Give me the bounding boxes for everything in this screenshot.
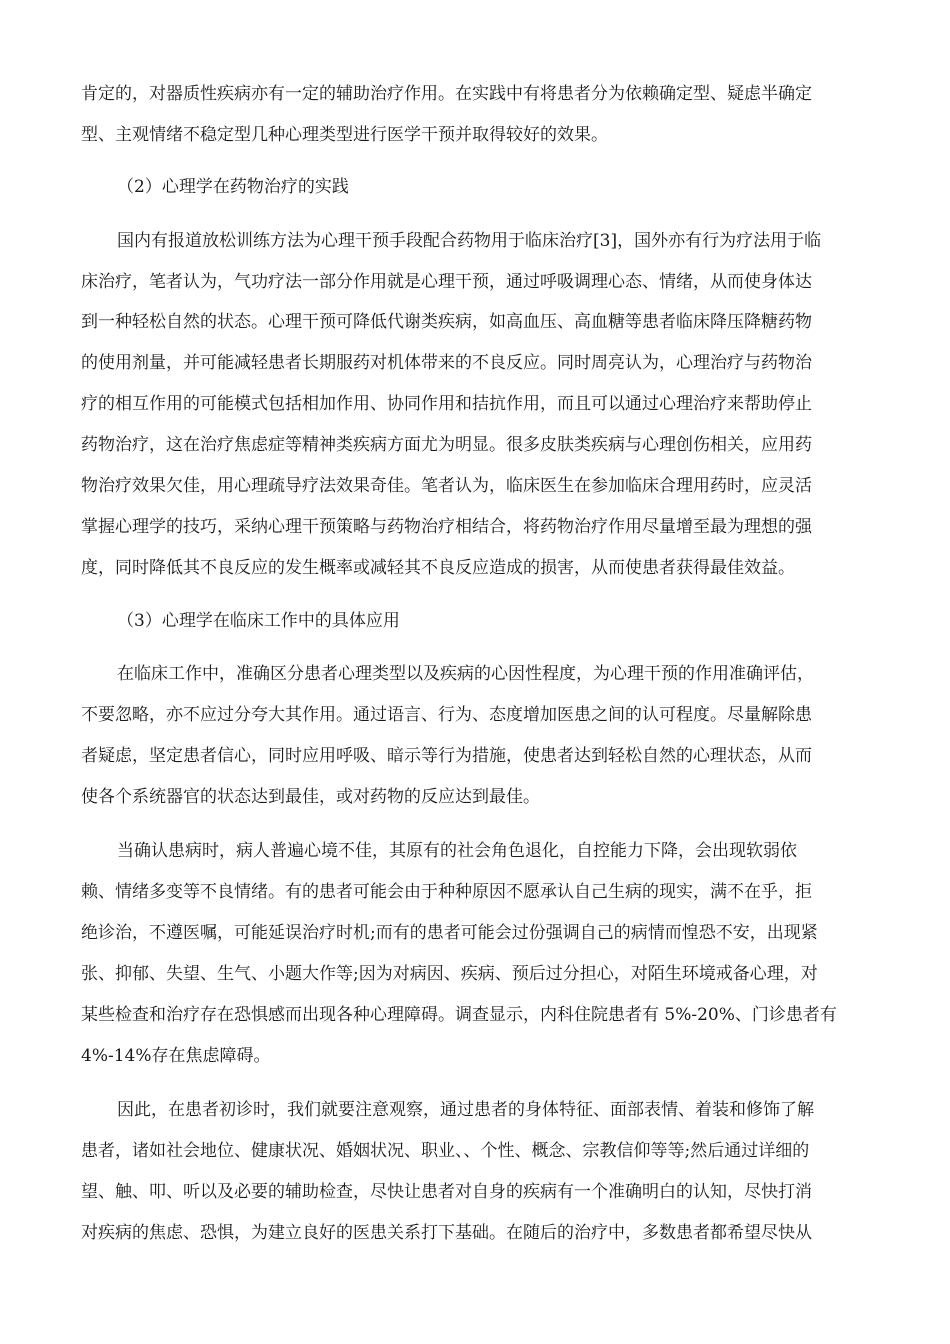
text-line: 4%-14%存在焦虑障碍。 xyxy=(81,1046,271,1066)
text-line: 不要忽略，亦不应过分夸大其作用。通过语言、行为、态度增加医患之间的认可程度。尽量解除患 xyxy=(81,705,812,725)
text-line: 物治疗效果欠佳，用心理疏导疗法效果奇佳。笔者认为，临床医生在参加临床合理用药时，应灵活 xyxy=(81,476,812,496)
text-line: 的使用剂量，并可能减轻患者长期服药对机体带来的不良反应。同时周亮认为，心理治疗与药物治 xyxy=(81,353,812,373)
text-line: 当确认患病时，病人普遍心境不佳，其原有的社会角色退化，自控能力下降，会出现软弱依 xyxy=(117,841,797,861)
section-heading: （2）心理学在药物治疗的实践 xyxy=(117,177,349,197)
text-line: 在临床工作中，准确区分患者心理类型以及疾病的心因性程度，为心理干预的作用准确评估， xyxy=(117,664,814,684)
text-line: 型、主观情绪不稳定型几种心理类型进行医学干预并取得较好的效果。 xyxy=(81,125,608,145)
section-heading: （3）心理学在临床工作中的具体应用 xyxy=(117,611,400,631)
text-line: 到一种轻松自然的状态。心理干预可降低代谢类疾病，如高血压、高血糖等患者临床降压降糖药物 xyxy=(81,312,812,332)
text-line: 张、抑郁、失望、生气、小题大作等;因为对病因、疾病、预后过分担心，对陌生环境戒备心理，对 xyxy=(81,964,818,984)
text-line: 药物治疗，这在治疗焦虑症等精神类疾病方面尤为明显。很多皮肤类疾病与心理创伤相关，应用药 xyxy=(81,435,812,455)
text-line: 度，同时降低其不良反应的发生概率或减轻其不良反应造成的损害，从而使患者获得最佳效益。 xyxy=(81,558,795,578)
text-line: 者疑虑，坚定患者信心，同时应用呼吸、暗示等行为措施，使患者达到轻松自然的心理状态，从而 xyxy=(81,746,812,766)
text-line: 望、触、叩、听以及必要的辅助检查，尽快让患者对自身的疾病有一个准确明白的认知，尽快打消 xyxy=(81,1182,812,1202)
text-line: 对疾病的焦虑、恐惧，为建立良好的医患关系打下基础。在随后的治疗中，多数患者都希望尽快从 xyxy=(81,1223,812,1243)
text-line: 疗的相互作用的可能模式包括相加作用、协同作用和拮抗作用，而且可以通过心理治疗来帮助停止 xyxy=(81,394,812,414)
text-line: 某些检查和治疗存在恐惧感而出现各种心理障碍。调查显示，内科住院患者有 5%-20%、门诊患者有 xyxy=(81,1005,837,1025)
text-line: 绝诊治，不遵医嘱，可能延误治疗时机;而有的患者可能会过份强调自己的病情而惶恐不安，出现紧 xyxy=(81,923,818,943)
text-line: 国内有报道放松训练方法为心理干预手段配合药物用于临床治疗[3]，国外亦有行为疗法用于临 xyxy=(117,231,822,251)
text-line: 赖、情绪多变等不良情绪。有的患者可能会由于种种原因不愿承认自己生病的现实，满不在乎，拒 xyxy=(81,882,812,902)
text-line: 因此，在患者初诊时，我们就要注意观察，通过患者的身体特征、面部表情、着装和修饰了解 xyxy=(117,1100,814,1120)
text-line: 掌握心理学的技巧，采纳心理干预策略与药物治疗相结合，将药物治疗作用尽量增至最为理想的强 xyxy=(81,517,812,537)
text-line: 肯定的，对器质性疾病亦有一定的辅助治疗作用。在实践中有将患者分为依赖确定型、疑虑半确定 xyxy=(81,84,812,104)
text-line: 床治疗，笔者认为，气功疗法一部分作用就是心理干预，通过呼吸调理心态、情绪，从而使身体达 xyxy=(81,272,812,292)
text-line: 患者，诸如社会地位、健康状况、婚姻状况、职业、、个性、概念、宗教信仰等等;然后通过详细的 xyxy=(81,1141,810,1161)
text-line: 使各个系统器官的状态达到最佳，或对药物的反应达到最佳。 xyxy=(81,787,540,807)
